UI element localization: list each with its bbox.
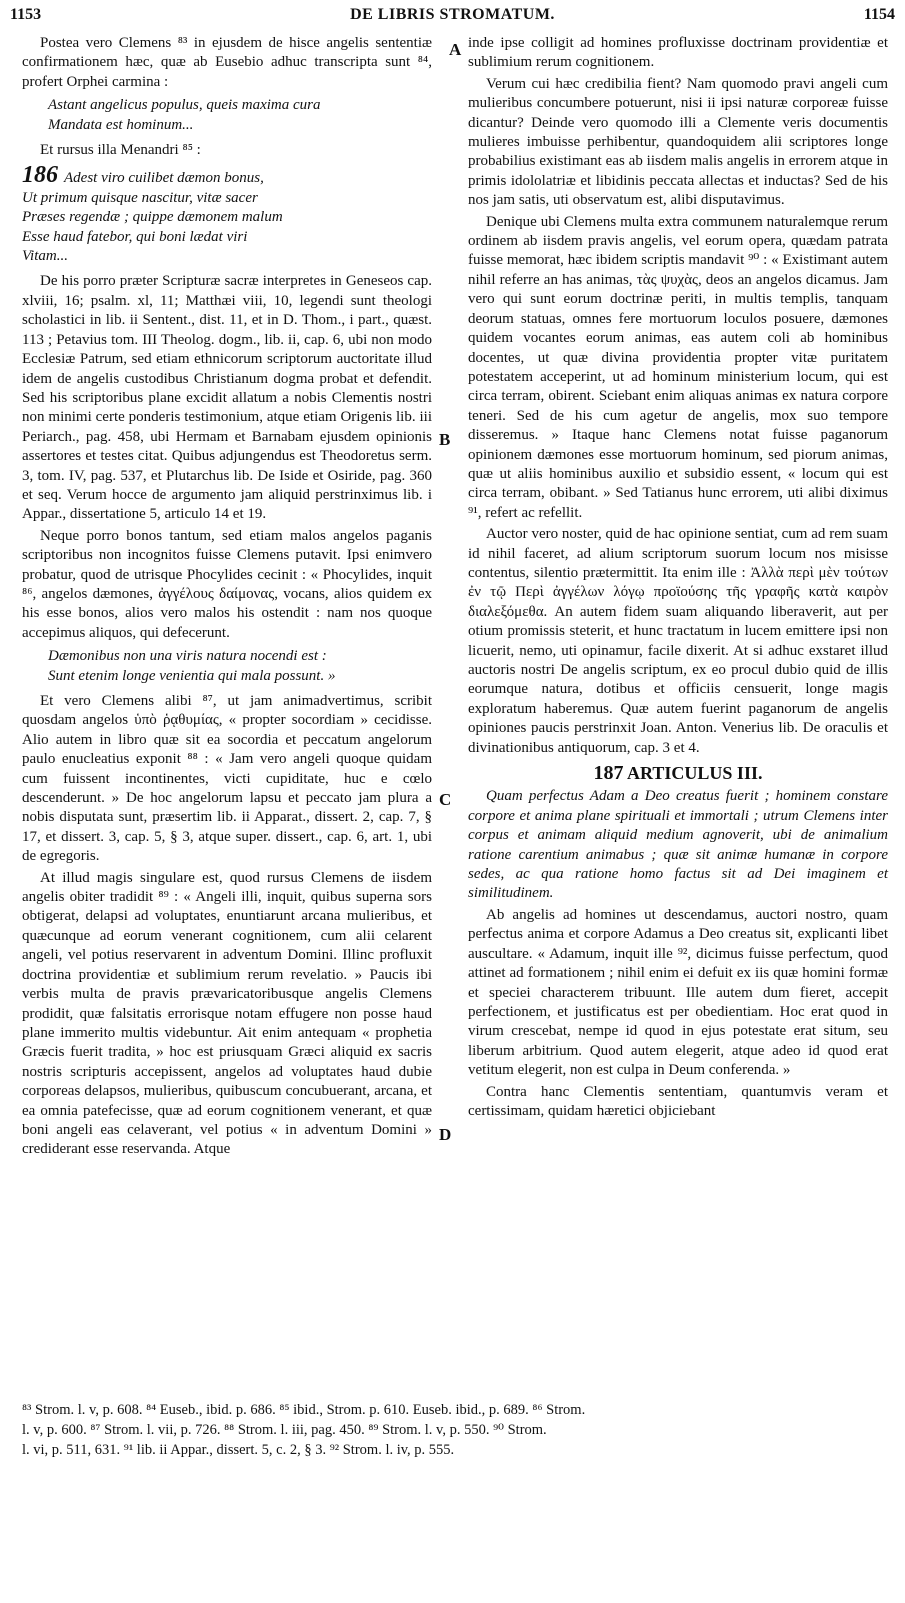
footnote-line: l. v, p. 600. ⁸⁷ Strom. l. vii, p. 726. ⁸⁸ Strom. l. iii, pag. 450. ⁸⁹ Strom. l. v, p. 550. ⁹⁰ Strom. <box>22 1422 547 1438</box>
paragraph: Verum cui hæc credibilia fient? Nam quomodo pravi angeli cum mulieribus concumbere potuerunt, nisi ii ipsi naturæ corporeæ fuisse dicantur? Deinde vero quomodo illi a Clemente veris documentis mulieres imbuisse perhibentur, quandoquidem alii scriptores longe probabilius existimant eas ab iisdem malis angelis in errorem atque in primis idololatriæ et libidinis peccata allectas et inductas? Sed de his nos jam satis, uti observatum est, alibi disputavimus. <box>468 75 888 209</box>
paragraph: Ab angelis ad homines ut descendamus, auctori nostro, quam perfectus anima et corpore Adamus a Deo creatus sit, explicanti libet auscultare. « Adamum, inquit ille ⁹², dicimus fuisse perfectum, quod attinet ad formationem ; nihil enim ei defuit ex iis quæ homini formæ et speciei characterem tribuunt. Ille autem dum fieret, accepit perfectionem, et justificatus est per obedientiam. Hoc erat quod in virum crescebat, nempe id quod in ejus potestate erat situm, seu liberum arbitrium. Quod autem elegerit, atque adeo id quod erat vetitum elegerit, non est culpa in Deum conferenda. » <box>468 906 888 1079</box>
margin-letter-b: B <box>439 430 451 449</box>
article-title: ARTICULUS III. <box>627 763 763 784</box>
verse-line: Ut primum quisque nascitur, vitæ sacer <box>22 189 258 206</box>
verse-line <box>22 164 432 188</box>
paragraph: Contra hanc Clementis sententiam, quantumvis veram et certissimam, quidam hæretici objiciebant <box>468 1083 888 1119</box>
footnote-line: l. vi, p. 511, 631. ⁹¹ lib. ii Appar., dissert. 5, c. 2, § 3. ⁹² Strom. l. iv, p. 555. <box>22 1442 455 1458</box>
running-title: DE LIBRIS STROMATUM. <box>350 6 555 23</box>
verse-menander <box>22 164 432 266</box>
footnotes <box>22 1400 890 1460</box>
verse-line: Vitam... <box>22 248 68 265</box>
section-number-186: 186 <box>22 162 58 189</box>
verse-line: Esse haud fatebor, qui boni lædat viri <box>22 228 248 245</box>
paragraph: Neque porro bonos tantum, sed etiam malos angelos paganis scriptoribus non incognitos fuisse Clemens putavit. Ipsi enimvero probatur, quod de utrisque Phocylides cecinit : « Phocylides, inquit ⁸⁶, angelos dæmones, ἀγγέλους δαίμονας, vocans, alios quidem ex his esse bonos, alios vero malos his ostendit : nam nos quoque accepimus aliquos, qui defecerunt. <box>22 527 432 641</box>
paragraph: De his porro præter Scripturæ sacræ interpretes in Geneseos cap. xlviii, 16; psalm. xl, 11; Matthæi viii, 10, legendi sunt theologi scholastici in lib. ii Sentent., dist. 11, et in D. Thom., i part., quæst. 113 ; Petavius tom. III Theolog. dogm., lib. ii, cap. 6, ubi non modo Ecclesiæ Patrum, sed etiam ethnicorum scriptorum auctoritate illud idem de angelis custodibus Christianum dogma probat et defendit. Sed his scriptoribus plane excidit allatum a nobis Clementis nostri non minimi certe ponderis testimonium, atque etiam Origenis lib. iii Periarch., pag. 458, ubi Hermam et Barnabam ejusdem opinionis assertores et testes citat. Quibus adjungendus est Theodoretus serm. 3, tom. IV, pag. 537, et Plutarchus lib. De Iside et Osiride, pag. 360 et seq. Verum hocce de argumento jam aliquid perstrinximus lib. i Appar., dissertatione 5, articulo 14 et 19. <box>22 273 432 523</box>
article-summary: Quam perfectus Adam a Deo creatus fuerit ; hominem constare corpore et anima plane spirituali et immortali ; utrum Clemens inter corpus et animam aliquid medium agnoverit, ubi de animalium ratione carentium animabus ; quæ sit animæ humanæ in corpore sedes, ac qua ratione homo factus sit ad Dei imaginem et similitudinem. <box>468 788 888 902</box>
right-column <box>468 34 888 1123</box>
margin-letter-c: C <box>439 790 452 809</box>
verse-orpheus <box>48 96 432 135</box>
verse-line: Astant angelicus populus, queis maxima cura <box>48 97 321 114</box>
paragraph: Et rursus illa Menandri ⁸⁵ : <box>40 142 201 159</box>
paragraph: At illud magis singulare est, quod rursus Clemens de iisdem angelis obiter tradidit ⁸⁹ : « Angeli illi, inquit, quibus superna sors obtigerat, delapsi ad voluptates, enuntiarunt arcana mulieribus, et quæcunque ad eorum venerant cognitionem, cum alii celarent angeli, vel potius reservarent in adventum Domini. Illinc profluxit doctrina providentiæ et sublimium rerum revelatio. » Paucis ibi verbis multa de pravis prævaricatoribusque angelis Clemens prodidit, quæ falsitatis errorisque notam effugere non posse haud plane immerito multis videbuntur. Ait enim antequam « prophetia Græcis fuerit tradita, » hoc est priusquam Græci aliquid ex sacris nostris scripturis accepissent, angelos ad voluptates haud dubie corporeas delapsos, mulieribus, quibuscum concubuerant, arcana, et ea omnia patefecisse, quæ ad eorum cognitionem venerant, et quæ boni angeli eas celaverant, vel potius « in adventum Domini » crediderant esse reservanda. Atque <box>22 869 432 1158</box>
verse-line: Sunt etenim longe venientia qui mala possunt. » <box>48 667 336 684</box>
footnote-line: ⁸³ Strom. l. v, p. 608. ⁸⁴ Euseb., ibid. p. 686. ⁸⁵ ibid., Strom. p. 610. Euseb. ibid., p. 689. ⁸⁶ Strom. <box>22 1402 586 1418</box>
running-header <box>10 2 895 28</box>
verse-line: Dæmonibus non una viris natura nocendi est : <box>48 648 327 665</box>
verse-line-text: Adest viro cuilibet dæmon bonus, <box>64 170 264 187</box>
paragraph: Denique ubi Clemens multa extra communem naturalemque rerum ordinem ab iisdem pravis angelis, vel eorum opera, quædam patrata fuisse memorat, hæc ibidem scriptis mandavit ⁹⁰ : « Existimant autem nihil referre an has animas, τὰς ψυχὰς, deos an angelos dicamus. Jam vero qui sunt eorum doctrinæ periti, in multis templis, tanquam deorum statuas, omnes fere mortuorum loculos posuere, dæmones quidem vocantes eorum animas, eas autem coli ab hominibus docentes, ut quæ divina providentia propter vitæ puritatem potestatem acceperint, ut ad hominum ministerium locum, qui est circa terram, obirent. Sciebant enim aliquas animas ex natura corpore teneri. Sed de his cum agetur de angelis, mox suo tempore disseremus. » Itaque hanc Clemens notat fuisse paganorum opinionem dæmones esse mortuorum hominum, sed piorum animas, quæ ut aliis hominibus auxilio et subsidio essent, « locum qui est circa terram, obibant. » Sed Tatianus hunc errorem, uti alibi diximus ⁹¹, refert ac refellit. <box>468 213 888 521</box>
page-number-right: 1154 <box>863 6 895 23</box>
left-column <box>22 34 432 1162</box>
section-number-187: 187 <box>593 762 624 785</box>
paragraph: Auctor vero noster, quid de hac opinione sentiat, cum ad rem suam id nihil faceret, ad alium scriptorum suorum locum nos misisse contentus, silentio prætermittit. Ita enim ille : Ἀλλὰ περὶ μὲν τούτων ἐν τῷ Περὶ ἀγγέλων λόγῳ προϊούσης τῆς γραφῆς κατὰ καιρὸν διαλεξόμεθα. An autem fidem suam aliquando liberaverit, aut per otium promissis steterit, et hunc tractatum in lucem emittere ipsi non licuerit, nemo, uti opinamur, facile dixerit. At si adhuc exstaret illud auctoris nostri De angelis scriptum, ex eo procul dubio quid de illis eorumque natura, dotibus et officiis censuerit, longe magis exploratum haberemus. Quæ autem fuerint paganorum de angelis opiniones paucis perstrinxit Joan. Anton. Venerius lib. De oraculis et divinationibus antiquorum, cap. 3 et 4. <box>468 526 888 756</box>
verse-line: Mandata est hominum... <box>48 116 194 133</box>
paragraph: Et vero Clemens alibi ⁸⁷, ut jam animadvertimus, scribit quosdam angelos ὑπὸ ῥᾳθυμίας, « propter socordiam » cecidisse. Alio autem in libro quæ sit ea socordia et peccatum angelorum paulo enucleatius exponit ⁸⁸ : « Jam vero angeli quoque quidam cum fuissent incontinentes, victi cupiditate, huc e cœlo descenderunt. » De hoc angelorum lapsu et peccato jam plura a nobis disputata sunt, præsertim lib. ii Apparat., dissert. 2, cap. 7, § 17, et dissert. 3, cap. 5, § 3, atque super. dissert., cap. 6, art. 1, ubi de egregoris. <box>22 693 432 865</box>
margin-letter-a: A <box>449 40 462 59</box>
article-heading <box>468 764 888 783</box>
verse-phocylides <box>48 647 432 686</box>
paragraph: inde ipse colligit ad homines profluxisse doctrinam providentiæ et sublimium rerum cognitionem. <box>468 35 888 71</box>
verse-line: Præses regendæ ; quippe dæmonem malum <box>22 209 283 226</box>
margin-letter-d: D <box>439 1125 452 1144</box>
page-number-left: 1153 <box>10 6 42 23</box>
paragraph: Postea vero Clemens ⁸³ in ejusdem de hisce angelis sententiæ confirmationem hæc, quæ ab Eusebio adhuc transcripta sunt ⁸⁴, profert Orphei carmina : <box>22 35 432 90</box>
